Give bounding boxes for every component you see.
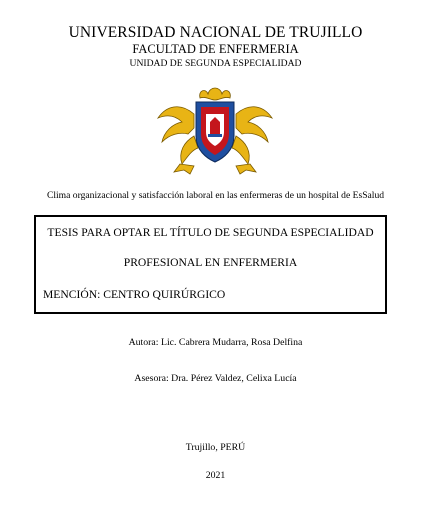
right-griffin-icon [232, 107, 272, 174]
author-line: Autora: Lic. Cabrera Mudarra, Rosa Delfina [128, 337, 303, 348]
left-griffin-icon [158, 107, 198, 174]
place-line: Trujillo, PERÚ [185, 442, 246, 453]
university-name: UNIVERSIDAD NACIONAL DE TRUJILLO [68, 24, 363, 41]
degree-line-2: PROFESIONAL EN ENFERMERIA [123, 256, 298, 269]
university-crest-icon [150, 84, 280, 176]
advisor-line: Asesora: Dra. Pérez Valdez, Celixa Lucía [134, 373, 297, 384]
year-line: 2021 [205, 470, 226, 481]
degree-mention: MENCIÓN: CENTRO QUIRÚRGICO [43, 288, 226, 301]
thesis-title: Clima organizacional y satisfacción laboral en las enfermeras de un hospital de EsSalud [46, 190, 385, 201]
unit-name: UNIDAD DE SEGUNDA ESPECIALIDAD [129, 58, 302, 69]
faculty-name: FACULTAD DE ENFERMERIA [132, 42, 299, 56]
degree-line-1: TESIS PARA OPTAR EL TÍTULO DE SEGUNDA ESPECIALIDAD [47, 226, 374, 239]
degree-box [34, 215, 387, 314]
